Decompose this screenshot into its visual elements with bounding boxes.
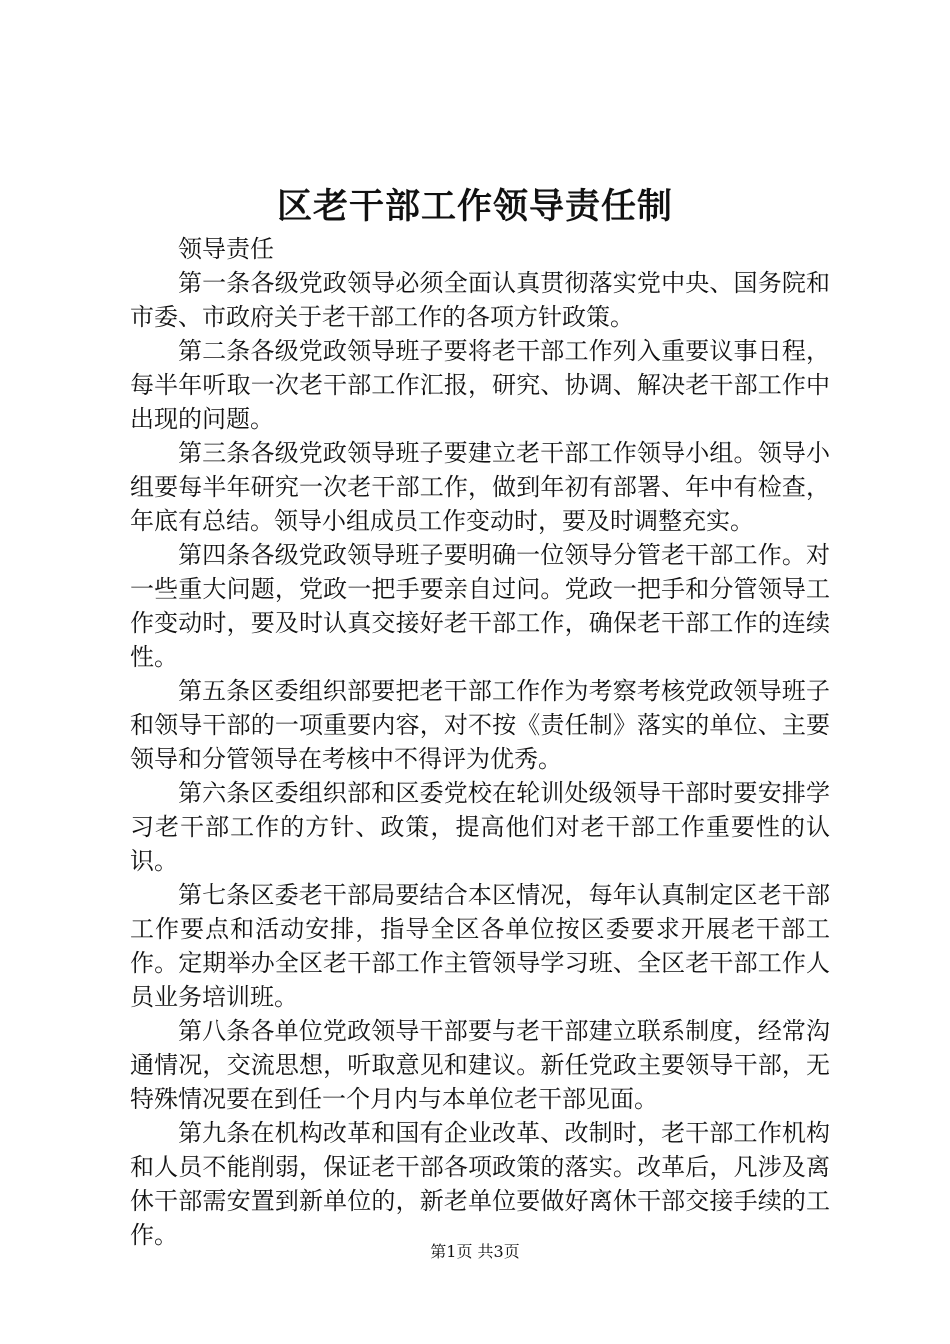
article-1: 第一条各级党政领导必须全面认真贯彻落实党中央、国务院和市委、市政府关于老干部工作的各项方针政策。 xyxy=(130,269,830,331)
section-heading: 领导责任 xyxy=(178,235,274,263)
document-title: 区老干部工作领导责任制 xyxy=(276,187,673,227)
article-5: 第五条区委组织部要把老干部工作作为考察考核党政领导班子和领导干部的一项重要内容，对不按《责任制》落实的单位、主要领导和分管领导在考核中不得评为优秀。 xyxy=(130,677,830,773)
article-8: 第八条各单位党政领导干部要与老干部建立联系制度，经常沟通情况，交流思想，听取意见和建议。新任党政主要领导干部，无特殊情况要在到任一个月内与本单位老干部见面。 xyxy=(130,1017,830,1113)
article-6: 第六条区委组织部和区委党校在轮训处级领导干部时要安排学习老干部工作的方针、政策，提高他们对老干部工作重要性的认识。 xyxy=(130,779,830,875)
article-2: 第二条各级党政领导班子要将老干部工作列入重要议事日程，每半年听取一次老干部工作汇报，研究、协调、解决老干部工作中出现的问题。 xyxy=(130,337,830,433)
document-body xyxy=(130,232,830,1252)
article-4: 第四条各级党政领导班子要明确一位领导分管老干部工作。对一些重大问题，党政一把手要亲自过问。党政一把手和分管领导工作变动时，要及时认真交接好老干部工作，确保老干部工作的连续性。 xyxy=(130,541,830,671)
article-3: 第三条各级党政领导班子要建立老干部工作领导小组。领导小组要每半年研究一次老干部工作，做到年初有部署、年中有检查，年底有总结。领导小组成员工作变动时，要及时调整充实。 xyxy=(130,439,830,535)
article-7: 第七条区委老干部局要结合本区情况，每年认真制定区老干部工作要点和活动安排，指导全区各单位按区委要求开展老干部工作。定期举办全区老干部工作主管领导学习班、全区老干部工作人员业务培训班。 xyxy=(130,881,830,1011)
article-9: 第九条在机构改革和国有企业改革、改制时，老干部工作机构和人员不能削弱，保证老干部各项政策的落实。改革后，凡涉及离休干部需安置到新单位的，新老单位要做好离休干部交接手续的工作。 xyxy=(130,1119,830,1249)
page-number-footer: 第1页 共3页 xyxy=(430,1242,520,1261)
